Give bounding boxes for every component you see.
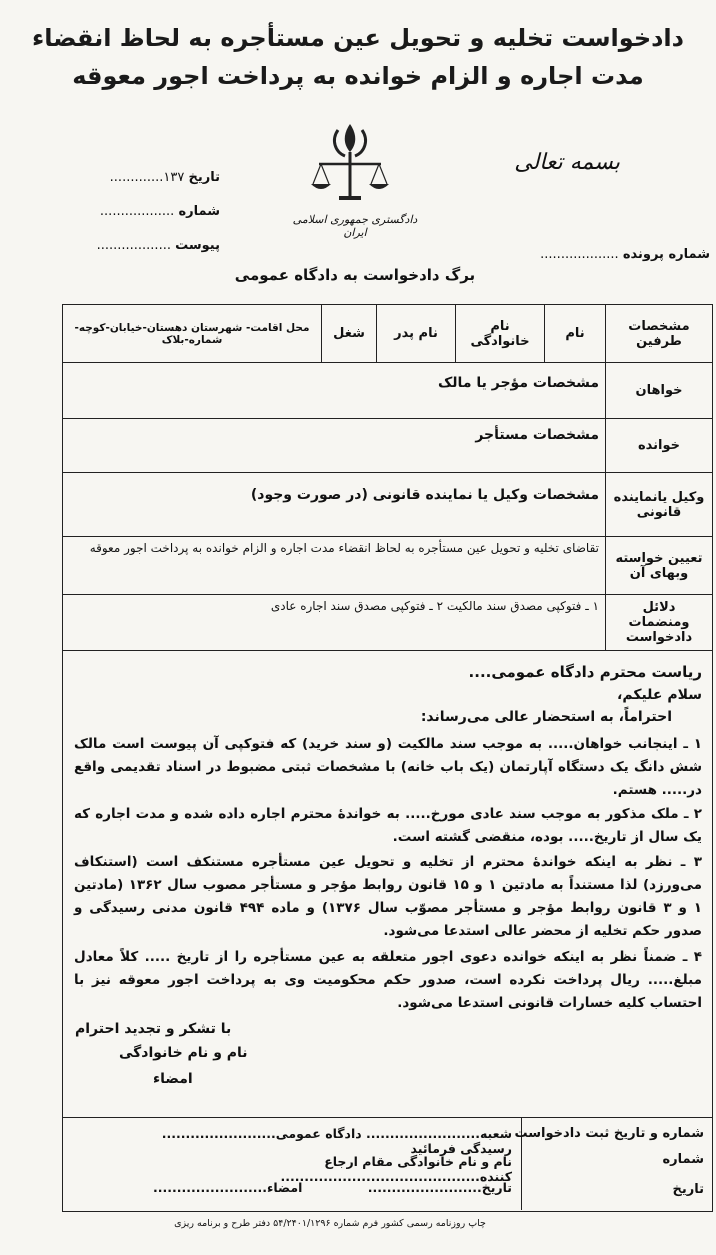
- attachment-label: پیوست: [175, 238, 220, 253]
- plaintiff-value[interactable]: مشخصات مؤجر یا مالک: [63, 363, 606, 419]
- letter-paragraph-2: ۲ ـ ملک مذکور به موجب سند عادی مورخ..... به خواندهٔ محترم اجاره داده شده و مدت اجاره که یک سال از تاریخ..... بوده، منقضی گشته است.: [74, 806, 702, 845]
- date-field[interactable]: [80, 170, 220, 185]
- evidence-row: [63, 595, 713, 651]
- letter-paragraph-3: ۳ ـ نظر به اینکه خواندهٔ محترم از تخلیه و تحویل عین مستأجره مستنکف است (استنکاف می‌ورزد) لذا مستنداً به مادتین ۱ و ۱۵ قانون روابط مؤجر و مستأجر مصوب سال ۱۳۶۲ (مادتین ۱ و ۳ قانون روابط مؤجر و مستأجر مصوّب سال ۱۳۷۶) و ماده ۴۹۴ قانون مدنی رسیدگی و صدور حکم تخلیه از محضر عالی استدعا می‌شود.: [74, 854, 702, 939]
- registration-footer: [62, 1117, 713, 1212]
- header-name: نام: [545, 305, 606, 363]
- attachment-value: ..................: [96, 238, 171, 253]
- header-address: محل اقامت- شهرستان دهستان-خیابان-کوچه-شماره-بلاک: [63, 305, 322, 363]
- letter-intro: احتراماً، به استحضار عالی می‌رساند:: [420, 709, 672, 725]
- attachment-field[interactable]: [80, 238, 220, 253]
- document-title-line2: مدت اجاره و الزام خوانده به پرداخت اجور معوقه: [72, 62, 644, 90]
- print-imprint: چاپ روزنامه رسمی کشور فرم شماره ۵۴/۲۴۰۱/۱۲۹۶ دفتر طرح و برنامه ریزی: [174, 1218, 486, 1229]
- letter-closing: با تشکر و تجدید احترام: [75, 1021, 232, 1037]
- footer-date-line[interactable]: تاریخ........................: [367, 1180, 512, 1195]
- letter-paragraph-4: ۴ ـ ضمناً نظر به اینکه خوانده دعوی اجور متعلقه به عین مستأجره را از تاریخ ..... کلاً معادل مبلغ..... ریال پرداخت نکرده است، صدور حکم محکومیت وی به پرداخت اجور معوقه نیز با احتساب کلیه خسارات قانونی استدعا می‌شود.: [74, 949, 702, 1011]
- parties-table: [62, 304, 713, 651]
- reg-number[interactable]: شماره: [662, 1152, 704, 1167]
- plaintiff-label: خواهان: [606, 363, 713, 419]
- number-value: ..................: [99, 204, 175, 219]
- case-number-field[interactable]: [530, 247, 710, 262]
- date-value: ۱۳۷.............: [109, 170, 185, 185]
- letter-paragraph-1: ۱ ـ اینجانب خواهان..... به موجب سند مالکیت (و سند خرید) که فتوکپی آن پیوست است مالک شش دانگ یک دستگاه آپارتمان (یک باب خانه) با مشخصات ثبتی مضبوط در اسناد تقدیمی واقع در..... هستم.: [74, 736, 702, 798]
- letter-signature: امضاء: [153, 1071, 193, 1087]
- reg-date[interactable]: تاریخ: [672, 1182, 704, 1197]
- evidence-value[interactable]: ۱ ـ فتوکپی مصدق سند مالکیت ۲ ـ فتوکپی مصدق سند اجاره عادی: [63, 595, 606, 651]
- case-number-value: ...................: [540, 247, 619, 262]
- form-title: برگ دادخواست به دادگاه عمومی: [234, 266, 476, 284]
- defendant-label: خوانده: [606, 419, 713, 473]
- claim-value[interactable]: تقاضای تخلیه و تحویل عین مستأجره به لحاظ انقضاء مدت اجاره و الزام خوانده به پرداخت اجور معوقه: [63, 537, 606, 595]
- number-field[interactable]: [80, 204, 220, 219]
- plaintiff-row: [63, 363, 713, 419]
- header-family: نام خانوادگی: [456, 305, 545, 363]
- emblem-caption: دادگستری جمهوری اسلامی ایران: [292, 213, 418, 239]
- lawyer-value[interactable]: مشخصات وکیل یا نماینده قانونی (در صورت وجود): [63, 473, 606, 537]
- letter-name-line: نام و نام خانوادگی: [119, 1045, 248, 1061]
- claim-row: [63, 537, 713, 595]
- evidence-label: دلائل ومنضمات دادخواست: [606, 595, 713, 651]
- letter-salutation: ریاست محترم دادگاه عمومی....: [468, 663, 702, 681]
- branch-line[interactable]: شعبه........................ دادگاه عمومی........................ رسیدگی فرمائید: [161, 1126, 512, 1156]
- header-job: شغل: [322, 305, 377, 363]
- defendant-row: [63, 419, 713, 473]
- date-label: تاریخ: [188, 170, 220, 185]
- number-label: شماره: [178, 204, 220, 219]
- table-header-row: [63, 305, 713, 363]
- case-number-label: شماره پرونده: [622, 247, 710, 262]
- emblem-icon: [305, 118, 395, 203]
- petition-letter: [62, 651, 713, 1118]
- bismillah-text: بسمه تعالی: [514, 150, 620, 175]
- header-father: نام پدر: [377, 305, 456, 363]
- letter-greeting: سلام علیکم،: [617, 687, 702, 703]
- lawyer-row: [63, 473, 713, 537]
- header-parties: مشخصات طرفین: [606, 305, 713, 363]
- lawyer-label: وکیل یانماینده قانونی: [606, 473, 713, 537]
- defendant-value[interactable]: مشخصات مستأجر: [63, 419, 606, 473]
- footer-sign-line[interactable]: امضاء........................: [153, 1180, 303, 1195]
- referrer-line[interactable]: نام و نام خانوادگی مقام ارجاع کننده..........................................: [280, 1154, 512, 1184]
- reg-title: شماره و تاریخ ثبت دادخواست: [514, 1126, 704, 1141]
- claim-label: تعیین خواسته وبهای آن: [606, 537, 713, 595]
- document-title-line1: دادخواست تخلیه و تحویل عین مستأجره به لحاظ انقضاء: [32, 24, 684, 52]
